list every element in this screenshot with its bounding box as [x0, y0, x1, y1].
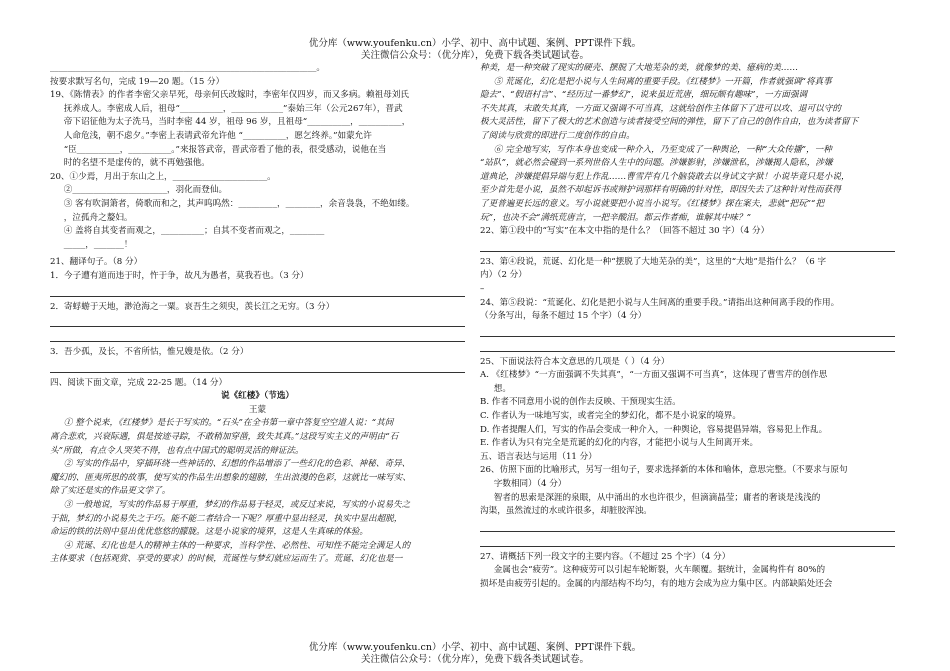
- article-para: ⑥ 完全地写实，写作本身也变成一种介入，乃至变成了一种舆论，一种“大众传播”，一种: [493, 144, 832, 155]
- article-para: ④ 荒诞、幻化也是人的精神主体的一种要求，当科学性、必然性、可知性不能完全满足人的: [63, 540, 411, 551]
- article-para: 离合悲欢，兴衰际遇，俱是按迹寻踪，不敢稍加穿凿，致失其真。”这段写实主义的声明由“石: [50, 432, 399, 443]
- article-para: 命运的铁的法则中显出优优悠悠的朦胧。这是小说家的境界，这是人生真味的体验。: [50, 527, 368, 538]
- article-title: 说《红楼》（节选）: [220, 391, 295, 402]
- q21-item: 3．吾少孤，及长，不省所怙，惟兄嫂是依。（2 分）: [50, 347, 249, 358]
- q26-example: 沟渠，虽然流过的水或许很多，却脏胶浑浊。: [480, 506, 652, 517]
- article-para: 至少首先是小说，虽然不却起诉书或辩护词那样有明确的针对性，即因失去了这种针对性而获得: [480, 185, 841, 196]
- q27-passage: 金属也会“疲劳”。这种疲劳可以引起车轮断裂，火车颠覆。据统计，金属构件有 80%的: [493, 565, 826, 576]
- q22: 22、第①段中的“写实”在本文中指的是什么？（回答不超过 30 字）（4 分）: [480, 226, 770, 237]
- q20-line: _____，_______！: [63, 239, 133, 250]
- q20-line: ④ 盖将自其变者而观之，__________；自其不变者而观之，________: [63, 226, 325, 237]
- q27: 27、请概括下列一段文字的主要内容。（不超过 25 个字）（4 分）: [480, 551, 731, 562]
- right-column: [480, 62, 895, 592]
- article-para: “站队”，就必然会碰到一系列世俗人生中的问题。涉嫌影射，涉嫌泄私，涉嫌揭人隐私，涉嫌: [480, 158, 833, 169]
- footer-line-2: 关注微信公众号：（优分库），免费下载各类试题试卷。: [360, 654, 589, 665]
- q20-line: ③ 客有吹洞箫者，倚歌而和之，其声呜呜然：_________，________，余音袅袅，不绝如缕。: [63, 198, 415, 209]
- page-header: [0, 38, 950, 62]
- q25-option: D. 作者提醒人们，写实的作品会变成一种介入，一种舆论，容易提倡异端，容易犯上作乱。: [480, 424, 828, 435]
- article-para: 了更普遍更长远的意义。写小说就要把小说当小说写。《红楼梦》探在案夫，悲就“把玩”“把: [480, 198, 825, 209]
- answer-line: [480, 326, 895, 337]
- article-para: 种美，是一种突破了现实的硬壳、摆脱了大地芜杂的美，就像梦的美、癔病的美……: [480, 63, 798, 73]
- header-line-1: 优分库（www.youfenku.cn）小学、初中、高中试题、案例、PPT课件下载。: [308, 38, 642, 49]
- section-4-title: 四、阅读下面文章，完成 22-25 题。（14 分）: [50, 377, 228, 388]
- q26-example: 智者的思索是深涯的泉眼，从中涌出的水也许很少，但滴滴晶莹；庸者的奢谈是浅浅的: [493, 492, 821, 503]
- q19-line: 帝下诏征他为太子洗马，当时李密 44 岁，祖母 96 岁，且祖母“__________，__________，: [63, 117, 411, 128]
- q24: 24、第⑤段说：“荒诞化、幻化是把小说与人生间离的重要手段。”请指出这种间离手段的作用。: [480, 297, 840, 308]
- article-author: 王蒙: [248, 404, 267, 415]
- article-para: ③ 一般地说，写实的作品易于厚重，梦幻的作品易于轻灵，或反过来说，写实的小说易失之: [63, 500, 411, 511]
- article-para: 于拙，梦幻的小说易失之于巧。能不能二者结合一下呢？厚重中显出轻灵，执实中显出超脱，: [50, 513, 403, 524]
- q19-line: 时的名望不是虚传的，就不再勉强他。: [63, 158, 210, 169]
- answer-line: [480, 341, 895, 352]
- answer-line: [480, 241, 895, 252]
- answer-line: [50, 362, 465, 373]
- q26: 字数相同）（4 分）: [493, 479, 567, 490]
- q25: 25、下面说法符合本文意思的几项是（ ）（4 分）: [480, 356, 670, 367]
- q19-line: “臣__________，__________。”来报答武帝，晋武帝看了他的表，很受感动，说他在当: [63, 144, 387, 155]
- q25-option: C. 作者认为一味地写实，或者完全的梦幻化，都不是小说家的境界。: [480, 411, 741, 422]
- q20-line: ，泣孤舟之嫠妇。: [63, 212, 133, 223]
- q25-option: B. 作者不同意用小说的创作去反映、干预现实生活。: [480, 397, 681, 408]
- q19-line: 19、《陈情表》的作者李密父亲早死，母亲何氏改嫁时，李密年仅四岁，而又多病。赖祖母刘氏: [50, 90, 409, 101]
- q27-passage: 损坏是由疲劳引起的。金属的内部结构不均匀，有的地方会成为应力集中区。内部缺陷处还会: [480, 579, 833, 589]
- q21-item: 1．今子遭有道而违于时，忤于争，故凡为愚者，莫我若也。（3 分）: [50, 270, 309, 281]
- article-para: ① 整个说来，《红楼梦》是长于写实的。“石头”在全书第一章中答复空空道人说：“其间: [63, 418, 394, 429]
- q25-option: A. 《红楼梦》“一方面强调不失其真”，“一方面又强调不可当真”，这体现了曹雪芹的创作思: [480, 370, 828, 381]
- article-para: 道典论，涉嫌提倡异端与犯上作乱……曹雪芹有几个脑袋敢去以身试文字狱！小说毕竟只是小说，: [480, 171, 850, 182]
- q23: –: [480, 283, 485, 294]
- q25-option: 想。: [493, 383, 511, 394]
- answer-line: ______________________________________________________________。: [50, 63, 326, 73]
- q26: 26、仿照下面的比喻形式，另写一组句子，要求选择新的本体和喻体，意思完整。（不要求与原句: [480, 465, 848, 476]
- left-column: [50, 62, 465, 567]
- answer-line: [50, 316, 465, 327]
- q23: 内）（2 分）: [480, 270, 527, 281]
- article-para: 除了实还是实的作品更文学了。: [50, 486, 171, 497]
- footer-line-1: 优分库（www.youfenku.cn）小学、初中、高中试题、案例、PPT课件下载。: [308, 642, 642, 653]
- article-para: 隐去”、“假语村言”、“经历过一番梦幻”，说来虽近荒唐，细玩颇有趣味”，一方面强调: [480, 90, 808, 101]
- q21-title: 21、翻译句子。（8 分）: [50, 257, 143, 268]
- q20-line: 20、①少焉，月出于东山之上，______________________。: [50, 171, 276, 182]
- article-para: 头”所做，有点令人哭笑不得，也有点中国式的聪明灵活的辩证法。: [50, 445, 304, 456]
- article-para: ⑤ 荒诞化，幻化是把小说与人生间离的重要手段。《红楼梦》一开篇，作者就强调“将真事: [493, 76, 832, 87]
- instruction: 按要求默写名句，完成 19—20 题。（15 分）: [50, 76, 225, 87]
- q19-line: 人命危浅，朝不虑夕。”李密上表请武帝允许他 “__________，愿乞终养。”如蒙允许: [63, 130, 372, 141]
- page-footer: [0, 642, 950, 666]
- article-para: 魔幻的、匪夷所思的故事，使写实的作品生出想象的翅膀，生出浪漫的色彩，这就比一味写实、: [50, 472, 411, 483]
- q21-item: 2．寄蜉蝣于天地，渺沧海之一粟。哀吾生之须臾，羡长江之无穷。（3 分）: [50, 301, 335, 312]
- article-para: 不失其真，末敢失其真，一方面又强调不可当真，这就给创作主体留下了进可以攻、退可以守的: [480, 103, 841, 114]
- article-para: 了阅读与欣赏的即进行二度创作的自由。: [480, 130, 635, 141]
- answer-line: [50, 331, 465, 342]
- answer-line: [50, 286, 465, 297]
- header-line-2: 关注微信公众号：（优分库），免费下载各类试题试卷。: [360, 50, 589, 61]
- answer-line: [480, 521, 895, 532]
- q24: （分条写出，每条不超过 15 个字）（4 分）: [480, 311, 647, 322]
- q25-option: E. 作者认为只有完全是荒诞的幻化的内容，才能把小说与人生间离开来。: [480, 438, 759, 449]
- section-5-title: 五、语言表达与运用（11 分）: [480, 451, 597, 462]
- answer-line: [480, 536, 895, 547]
- article-para: ② 写实的作品中，穿插环绕一些神话的、幻想的作品增添了一些幻化的色彩、神秘、奇异、: [63, 459, 411, 470]
- article-para: 玩”，也决不会“满纸荒唐言，一把辛酸泪。都云作者痴，谁解其中味？”: [480, 212, 751, 223]
- article-para: 极大灵活性，留下了极大的艺术创造与读者接受空间的弹性，留下了自己的创作自由，也为读者留下: [480, 117, 859, 128]
- q19-line: 抚养成人。李密成人后，祖母“__________，____________”泰始三年（公元267年），晋武: [63, 103, 403, 114]
- q20-line: ②______________________，羽化而登仙。: [63, 185, 228, 196]
- article-para: 主体要求（包括观赏、享受的要求）的时候，荒诞性与梦幻就应运而生了。荒诞、幻化也是一: [50, 554, 403, 565]
- q23: 23、第④段说，荒诞、幻化是一种“摆脱了大地芜杂的美”，这里的“大地”是指什么？（6 字: [480, 256, 827, 267]
